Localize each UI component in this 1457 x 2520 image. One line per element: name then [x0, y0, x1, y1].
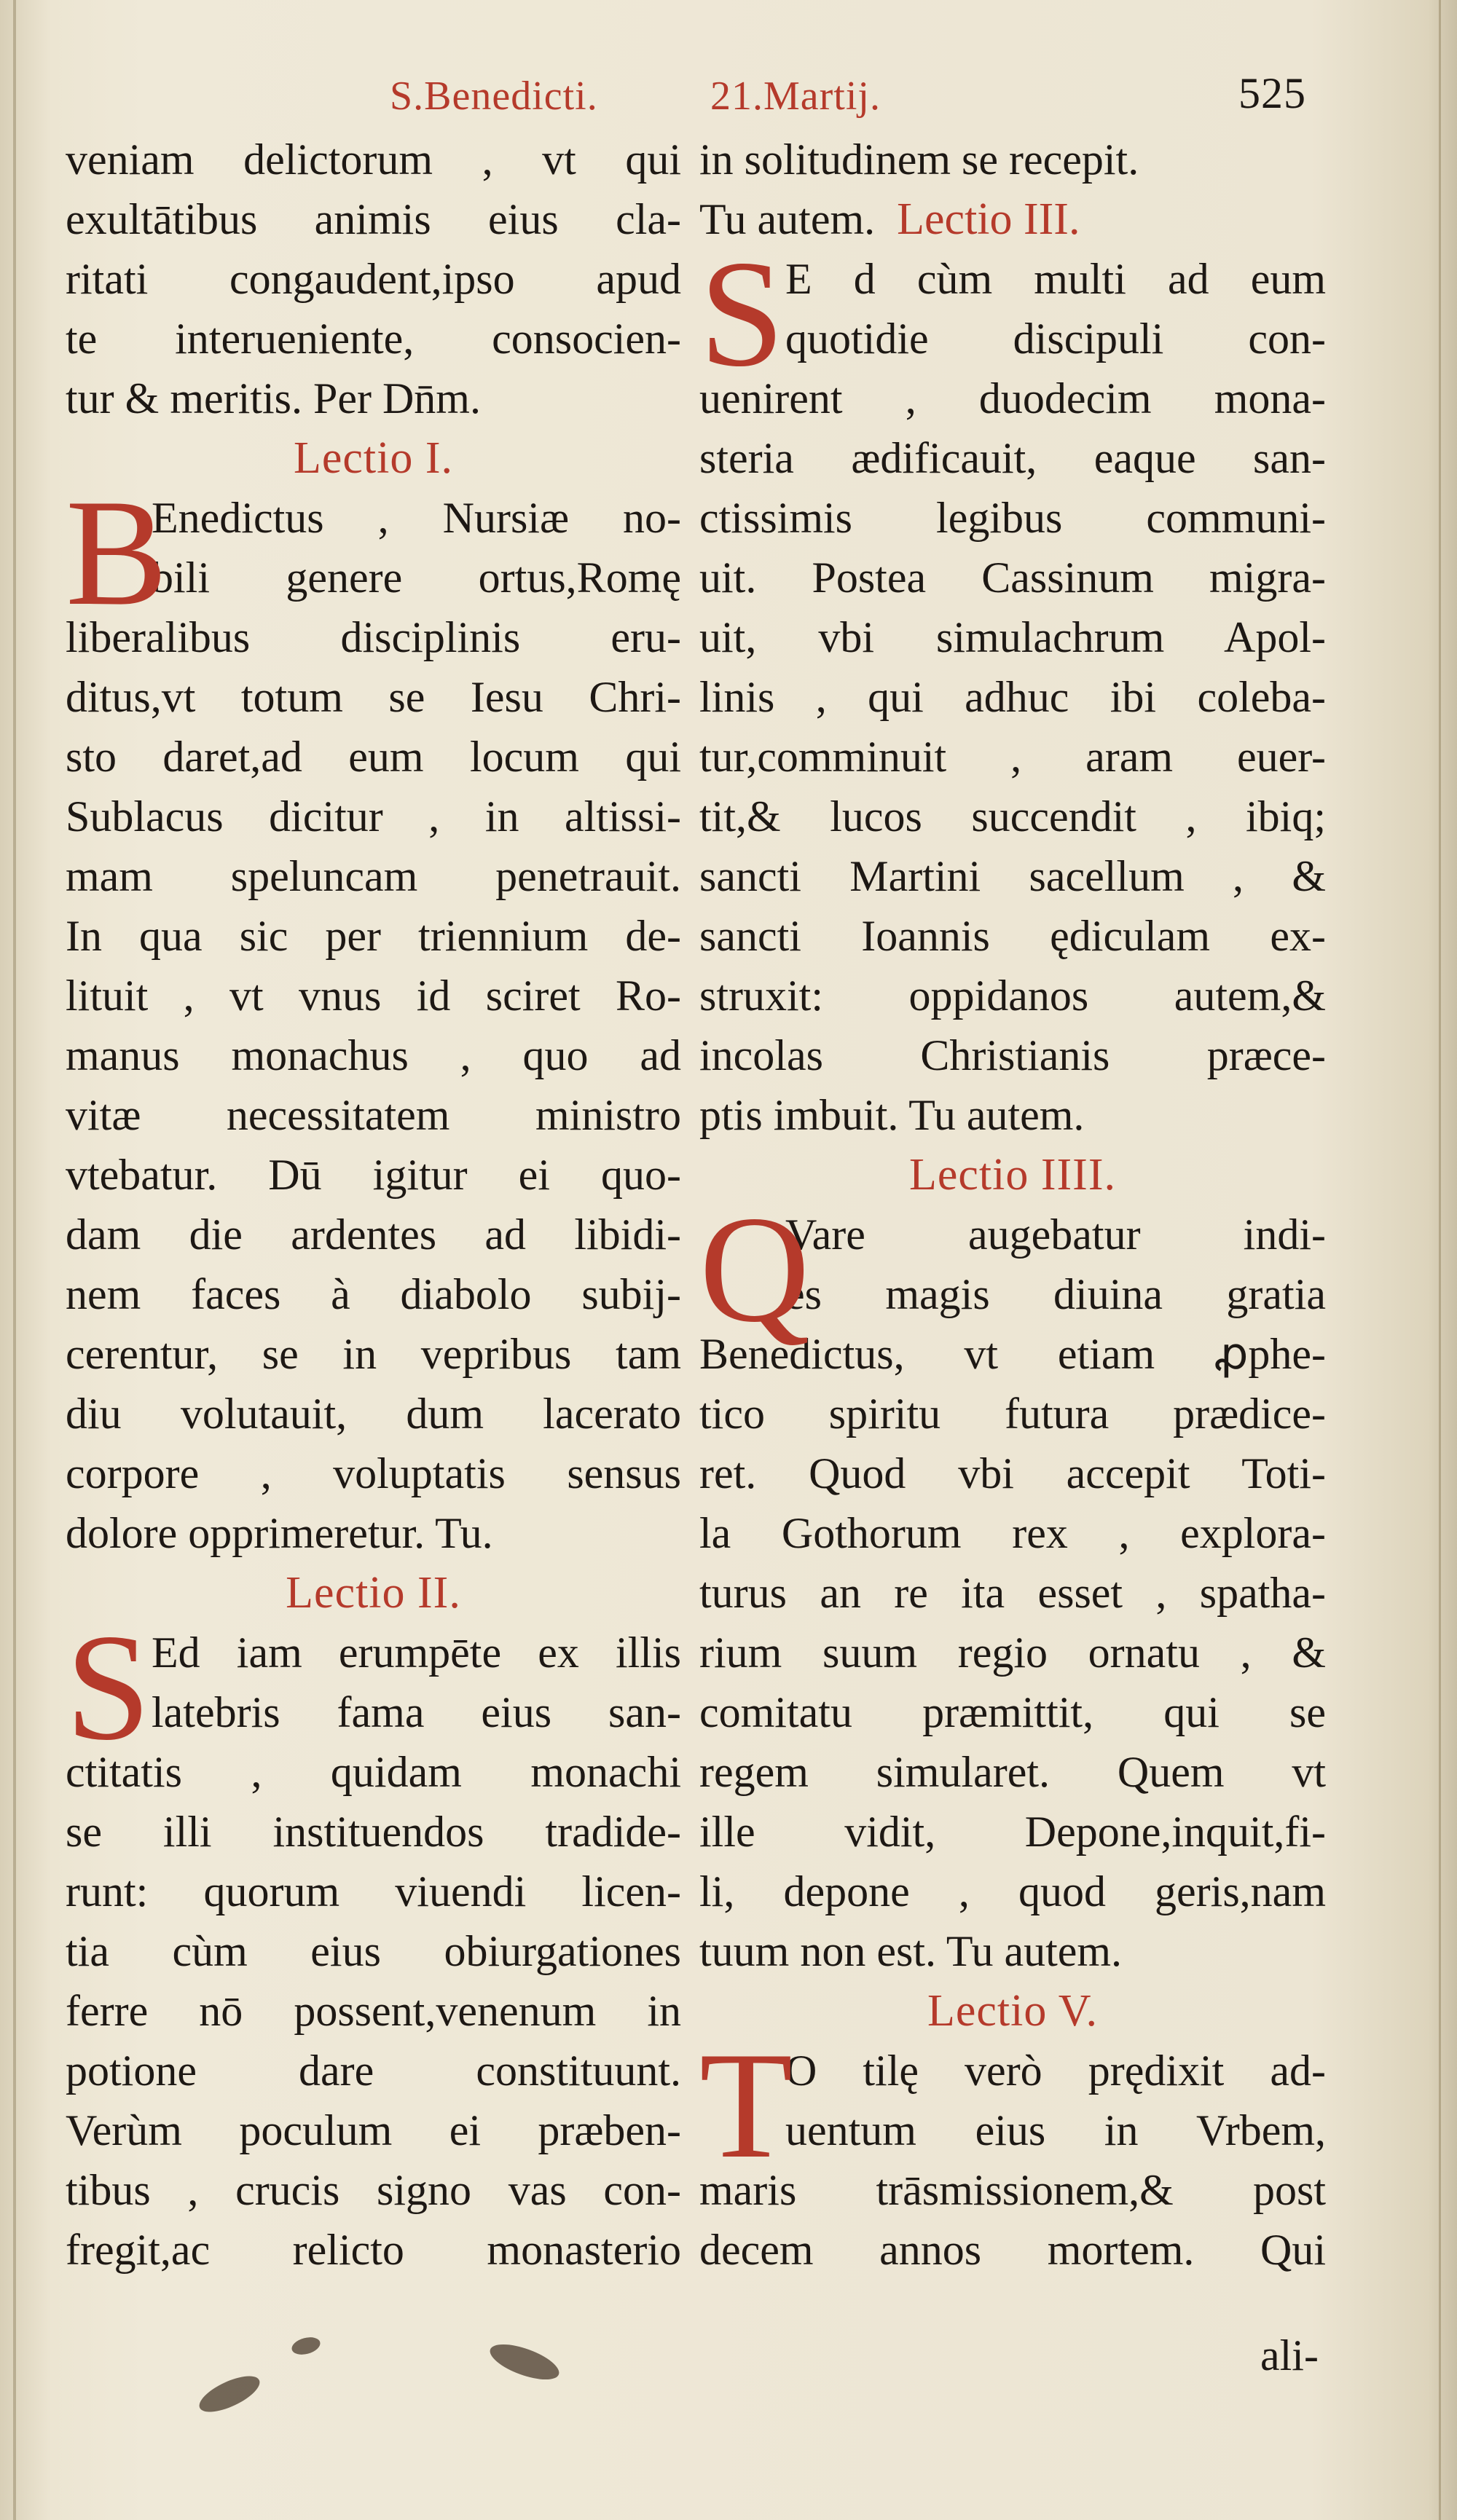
text-line: latebris fama eius san-: [152, 1688, 681, 1736]
text-line: E d cùm multi ad eum: [785, 255, 1326, 303]
text-line: tit,& lucos succendit , ibiq;: [699, 792, 1326, 840]
text-line: maris trāsmissionem,& post: [699, 2166, 1326, 2214]
lectio-1-text: [66, 468, 681, 1563]
text-line: Vare augebatur indi-: [785, 1210, 1326, 1259]
tu-autem-text: Tu autem.: [699, 195, 876, 243]
text-line: vtebatur. Dū igitur ei quo-: [66, 1151, 681, 1199]
lectio-5-text: [699, 2021, 1326, 2280]
text-line: Sublacus dicitur , in altissi-: [66, 792, 681, 840]
text-line: mam speluncam penetrauit.: [66, 852, 681, 900]
text-line: ctitatis , quidam monachi: [66, 1748, 681, 1796]
text-line: bili genere ortus,Romę: [152, 554, 681, 602]
text-line: regem simularet. Quem vt: [699, 1748, 1326, 1796]
text-line: runt: quorum viuendi licen-: [66, 1867, 681, 1915]
header-date: 21.Martij.: [710, 74, 881, 119]
catchword: ali-: [1260, 2331, 1319, 2379]
text-line: ferre nō possent,venenum in: [66, 1987, 681, 2035]
text-line: tibus , crucis signo vas con-: [66, 2166, 681, 2214]
text-line: fregit,ac relicto monasterio: [66, 2226, 681, 2274]
text-line: ptis imbuit. Tu autem.: [699, 1091, 1085, 1139]
running-header: [0, 69, 1457, 124]
text-line: ret. Quod vbi accepit Toti-: [699, 1449, 1326, 1497]
text-line: turus an re ita esset , spatha-: [699, 1569, 1326, 1617]
text-line: struxit: oppidanos autem,&: [699, 972, 1326, 1020]
text-line: corpore , voluptatis sensus: [66, 1449, 681, 1497]
text-line: tuum non est. Tu autem.: [699, 1927, 1123, 1975]
lectio-4-heading: Lectio IIII.: [909, 1150, 1116, 1200]
gutter-shadow: [13, 0, 16, 2520]
text-line: ctissimis legibus communi-: [699, 494, 1326, 542]
text-line: tico spiritu futura prædice-: [699, 1390, 1326, 1438]
text-line: te interueniente, consocien-: [66, 315, 681, 363]
lectio-2-heading: Lectio II.: [286, 1568, 461, 1618]
text-line: uentum eius in Vrbem,: [785, 2106, 1326, 2154]
text-line: vitæ necessitatem ministro: [66, 1091, 681, 1139]
text-line: tia cùm eius obiurgationes: [66, 1927, 681, 1975]
text-line: exultātibus animis eius cla-: [66, 195, 681, 243]
text-line: Enedictus , Nursiæ no-: [152, 494, 681, 542]
lectio-1-heading: Lectio I.: [293, 433, 453, 483]
text-line: ille vidit, Depone,inquit,fi-: [699, 1808, 1326, 1856]
ink-stain: [290, 2334, 322, 2358]
text-line: linis , qui adhuc ibi coleba-: [699, 673, 1326, 721]
text-line: In qua sic per triennium de-: [66, 912, 681, 960]
text-line: cerentur, se in vepribus tam: [66, 1330, 681, 1378]
lectio-3-text: [699, 229, 1326, 1145]
ink-stain: [195, 2369, 264, 2419]
text-line: dolore opprimeretur. Tu.: [66, 1509, 493, 1557]
ink-stain: [486, 2337, 563, 2387]
lectio-3-heading: Lectio III.: [897, 194, 1080, 244]
text-line: sto daret,ad eum locum qui: [66, 733, 681, 781]
text-line: es magis diuina gratia: [785, 1270, 1326, 1318]
text-line: incolas Christianis præce-: [699, 1031, 1326, 1079]
text-line: sancti Ioannis ędiculam ex-: [699, 912, 1326, 960]
lectio-2-text: [66, 1603, 681, 2280]
text-line: lituit , vt vnus id sciret Ro-: [66, 972, 681, 1020]
text-line: se illi instituendos tradide-: [66, 1808, 681, 1856]
text-line: li, depone , quod geris,nam: [699, 1867, 1326, 1915]
text-line: la Gothorum rex , explora-: [699, 1509, 1326, 1557]
drop-cap-initial: B: [66, 468, 168, 637]
text-line: liberalibus disciplinis eru-: [66, 613, 681, 661]
text-line: tur,comminuit , aram euer-: [699, 733, 1326, 781]
text-line: ditus,vt totum se Iesu Chri-: [66, 673, 681, 721]
text-line: in solitudinem se recepit.: [699, 135, 1139, 184]
text-line: diu volutauit, dum lacerato: [66, 1390, 681, 1438]
text-line-with-heading: [699, 189, 1326, 249]
right-column: [699, 130, 1326, 2280]
drop-cap-initial: Q: [699, 1185, 810, 1354]
text-line: sancti Martini sacellum , &: [699, 852, 1326, 900]
text-line: O tilę verò prędixit ad-: [785, 2047, 1326, 2095]
text-line: Verùm poculum ei præben-: [66, 2106, 681, 2154]
text-line: potione dare constituunt.: [66, 2047, 681, 2095]
text-line: steria ædificauit, eaque san-: [699, 434, 1326, 482]
drop-cap-initial: T: [699, 2021, 793, 2190]
text-line: Benedictus, vt etiam ꝓphe-: [699, 1330, 1326, 1378]
text-line: manus monachus , quo ad: [66, 1031, 681, 1079]
text-line: quotidie discipuli con-: [785, 315, 1326, 363]
page-number: 525: [1238, 69, 1306, 117]
text-line: uit, vbi simulachrum Apol-: [699, 613, 1326, 661]
text-line: ritati congaudent,ipso apud: [66, 255, 681, 303]
text-line: decem annos mortem. Qui: [699, 2226, 1326, 2274]
lectio-5-heading: Lectio V.: [927, 1986, 1099, 2036]
text-line: dam die ardentes ad libidi-: [66, 1210, 681, 1259]
page-edge: [1439, 0, 1441, 2520]
text-line: Ed iam erumpēte ex illis: [152, 1629, 681, 1677]
lectio-4-text: [699, 1185, 1326, 1981]
text-line: veniam delictorum , vt qui: [66, 135, 681, 184]
text-line: uit. Postea Cassinum migra-: [699, 554, 1326, 602]
drop-cap-initial: S: [699, 229, 785, 398]
left-column: [66, 130, 681, 2280]
header-saint-name: S.Benedicti.: [390, 74, 598, 119]
text-line: comitatu præmittit, qui se: [699, 1688, 1326, 1736]
text-line: nem faces à diabolo subij-: [66, 1270, 681, 1318]
drop-cap-initial: S: [66, 1603, 151, 1772]
text-line: uenirent , duodecim mona-: [699, 374, 1326, 422]
text-line: tur & meritis. Per Dn̄m.: [66, 374, 481, 422]
text-line: rium suum regio ornatu , &: [699, 1629, 1326, 1677]
